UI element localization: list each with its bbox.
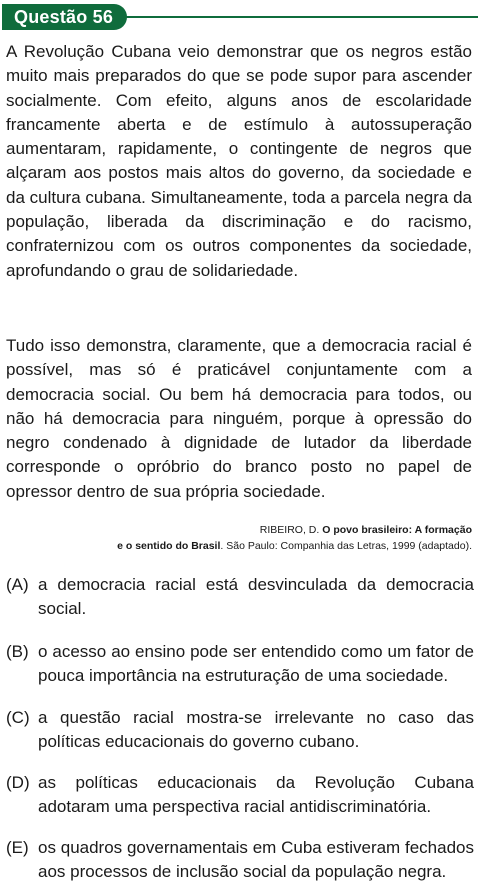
option-e-text: os quadros governamentais em Cuba estiveram fechados aos processos de inclusão social da população negra. <box>38 838 474 881</box>
question-header <box>0 4 480 30</box>
option-c-text: a questão racial mostra-se irrelevante no caso das políticas educacionais do governo cubano. <box>38 708 474 751</box>
header-rule <box>120 16 478 18</box>
citation-work-title-2: e o sentido do Brasil <box>117 540 221 552</box>
option-a-text: a democracia racial está desvinculada da democracia social. <box>38 575 474 618</box>
passage-paragraph-1: A Revolução Cubana veio demonstrar que os negros estão muito mais preparados do que se pode supor para ascender socialmente. Com efeito, alguns anos de escolaridade francamente aberta e de estímulo à autossuperação aumentaram, rapidamente, o contingente de negros que alçaram aos postos mais altos do governo, da sociedade e da cultura cubana. Simultaneamente, toda a parcela negra da população, liberada da discriminação e do racismo, confraternizou com os outros componentes da sociedade, aprofundando o grau de solidariedade. <box>6 42 472 280</box>
option-a-label: (A) <box>6 575 29 594</box>
option-e-label: (E) <box>6 838 29 857</box>
option-d-text: as políticas educacionais da Revolução Cubana adotaram uma perspectiva racial antidiscriminatória. <box>38 773 474 816</box>
citation-publisher: . São Paulo: Companhia das Letras, 1999 (adaptado). <box>220 540 472 552</box>
question-number-badge: Questão 56 <box>2 4 127 30</box>
citation-work-title-1: O povo brasileiro: A formação <box>322 524 472 536</box>
passage-paragraph-2: Tudo isso demonstra, claramente, que a democracia racial é possível, mas só é praticável conjuntamente com a democracia social. Ou bem há democracia para todos, ou não há democracia para ninguém, porque à opressão do negro condenado à dignidade de lutador da liberdade corresponde o opróbrio do branco posto no papel de opressor dentro de sua própria sociedade. <box>6 336 472 501</box>
option-d-label: (D) <box>6 773 30 792</box>
citation-author: RIBEIRO, D. <box>259 524 320 536</box>
option-c-label: (C) <box>6 708 30 727</box>
option-b-text: o acesso ao ensino pode ser entendido como um fator de pouca importância na estruturação de uma sociedade. <box>38 642 474 685</box>
citation <box>52 522 472 554</box>
option-b-label: (B) <box>6 642 29 661</box>
